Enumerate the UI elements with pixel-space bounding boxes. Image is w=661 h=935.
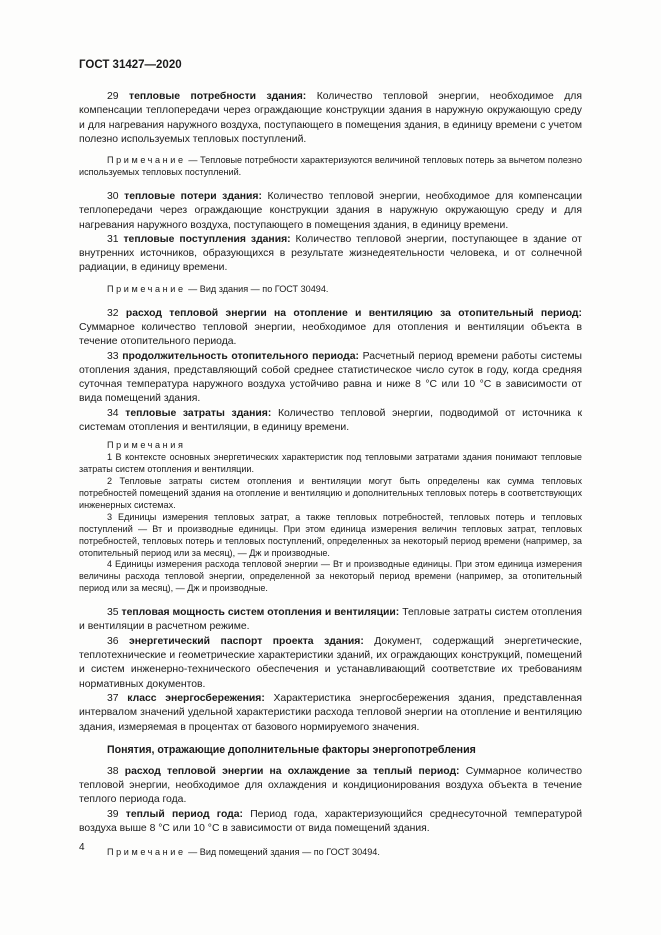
term-31 — [79, 233, 582, 276]
document-header: ГОСТ 31427—2020 — [79, 59, 182, 71]
note-label: Примечания — [107, 440, 186, 451]
note-item: 3 Единицы измерения тепловых затрат, а также тепловых потребностей, тепловых потерь и тепловых поступлений — Вт и производные единицы. При этом единица измерения величин тепловых затрат, тепловых потребностей, тепловых потерь и тепловых поступлений, определенных за некоторый период времени (например, за отопительный период или за месяц), — Дж и производные. — [79, 511, 582, 558]
term-30 — [79, 190, 582, 233]
term-number: 32 — [107, 307, 119, 319]
term-number: 34 — [107, 407, 119, 419]
term-33 — [79, 350, 582, 407]
term-35 — [79, 606, 582, 635]
term-definition: Расчетный период времени работы системы отопления здания, представляющий собой среднее статистическое число суток в году, когда средняя суточная температура наружного воздуха устойчиво равна и ниже 8 °С или 10 °С в зависимости от вида помещений здания. — [79, 350, 582, 405]
term-number: 31 — [107, 233, 119, 245]
term-name: тепловые потери здания: — [124, 191, 262, 202]
term-number: 39 — [107, 808, 119, 820]
term-number: 29 — [107, 91, 119, 102]
note-text: — Вид помещений здания — по ГОСТ 30494. — [188, 847, 380, 858]
term-definition: Суммарное количество тепловой энергии, необходимое для отопления и вентиляции объекта в течение отопительного периода. — [79, 321, 582, 348]
term-name: тепловые поступления здания: — [123, 233, 291, 245]
term-number: 37 — [107, 692, 119, 704]
note-item: 1 В контексте основных энергетических характеристик под тепловыми затратами здания понимают тепловые затраты систем отопления и вентиляции. — [79, 452, 582, 475]
note-label: Примечание — [107, 155, 186, 166]
note-text: — Вид здания — по ГОСТ 30494. — [188, 283, 329, 294]
note-item: 2 Тепловые затраты систем отопления и вентиляции могут быть определены как сумма тепловых потребностей помещений здания на отопление и вентиляцию и дополнительных тепловых потерь в соответствующих инженерных системах. — [79, 476, 582, 510]
term-definition: Количество тепловой энергии, подводимой от источника к системам отопления и вентиляции, в единицу времени. — [79, 407, 582, 434]
term-34 — [79, 407, 582, 436]
term-definition: Документ, содержащий энергетические, теплотехнические и геометрические характеристики зданий, их ограждающих конструкций, помещений и систем инженерно-технического обеспечения и устанавливающий соответствие их требованиям нормативных документов. — [79, 635, 582, 690]
term-definition: Количество тепловой энергии, необходимое для компенсации теплопередачи через ограждающие конструкции здания в наружную окружающую среду и для нагревания наружного воздуха, поступающего в помещения здания, в единицу времени. — [79, 191, 583, 231]
term-number: 30 — [107, 191, 119, 202]
term-name: тепловые затраты здания: — [125, 407, 272, 419]
term-name: энергетический паспорт проекта здания: — [129, 635, 364, 647]
term-definition: Количество тепловой энергии, поступающее в здание от внутренних источников, образующихся в результате жизнедеятельности человека, и от солнечной радиации, в единицу времени. — [79, 233, 582, 274]
term-name: расход тепловой энергии на охлаждение за теплый период: — [124, 765, 460, 777]
term-name: расход тепловой энергии на отопление и вентиляцию за отопительный период: — [125, 307, 582, 319]
note-31 — [79, 284, 582, 296]
note-text: — Тепловые потребности характеризуются величиной тепловых потерь за вычетом полезно используемых тепловых поступлений. — [79, 155, 582, 178]
term-name: тепловая мощность систем отопления и вентиляции: — [121, 607, 400, 619]
term-number: 35 — [107, 607, 119, 619]
term-name: класс энергосбережения: — [127, 692, 265, 704]
note-39 — [79, 847, 582, 859]
notes-34-label — [79, 440, 582, 452]
term-definition: Тепловые затраты систем отопления и вентиляции в расчетном режиме. — [79, 607, 582, 633]
note-label: Примечание — [107, 283, 186, 294]
term-name: теплый период года: — [125, 808, 243, 820]
term-38 — [79, 765, 582, 808]
term-32 — [79, 307, 582, 350]
term-definition: Количество тепловой энергии, необходимое для компенсации теплопередачи через ограждающие конструкции здания в наружную окружающую среду и для нагревания наружного воздуха, поступающего в помещения здания, в единицу времени с учетом полезно используемых тепловых поступлений. — [79, 91, 582, 145]
note-label: Примечание — [107, 847, 186, 858]
document-body — [79, 90, 582, 859]
section-heading: Понятия, отражающие дополнительные факторы энергопотребления — [107, 743, 476, 756]
term-37 — [79, 692, 582, 735]
note-item: 4 Единицы измерения расхода тепловой энергии — Вт и производные единицы. При этом единица измерения величины расхода тепловой энергии, определенной за некоторый период времени (например, за отопительный период или за месяц), — Дж и производные. — [79, 559, 582, 594]
term-name: продолжительность отопительного периода: — [122, 350, 359, 362]
page-number: 4 — [79, 842, 85, 853]
term-definition: Характеристика энергосбережения здания, представленная интервалом значений удельной характеристики расхода тепловой энергии на отопление и вентиляцию здания, измеряемая в процентах от базового нормируемого значения. — [79, 692, 582, 733]
term-number: 38 — [107, 765, 119, 777]
term-29 — [79, 90, 582, 147]
term-36 — [79, 635, 582, 692]
note-29 — [79, 155, 582, 179]
term-definition: Суммарное количество тепловой энергии, необходимое для охлаждения и кондиционирования воздуха объекта в течение теплого периода года. — [79, 765, 582, 806]
term-definition: Период года, характеризующийся среднесуточной температурой воздуха выше 8 °С или 10 °С в зависимости от вида помещений здания. — [79, 808, 583, 834]
term-number: 33 — [107, 350, 119, 362]
term-number: 36 — [107, 635, 119, 647]
term-39 — [79, 808, 582, 837]
term-name: тепловые потребности здания: — [129, 91, 307, 102]
